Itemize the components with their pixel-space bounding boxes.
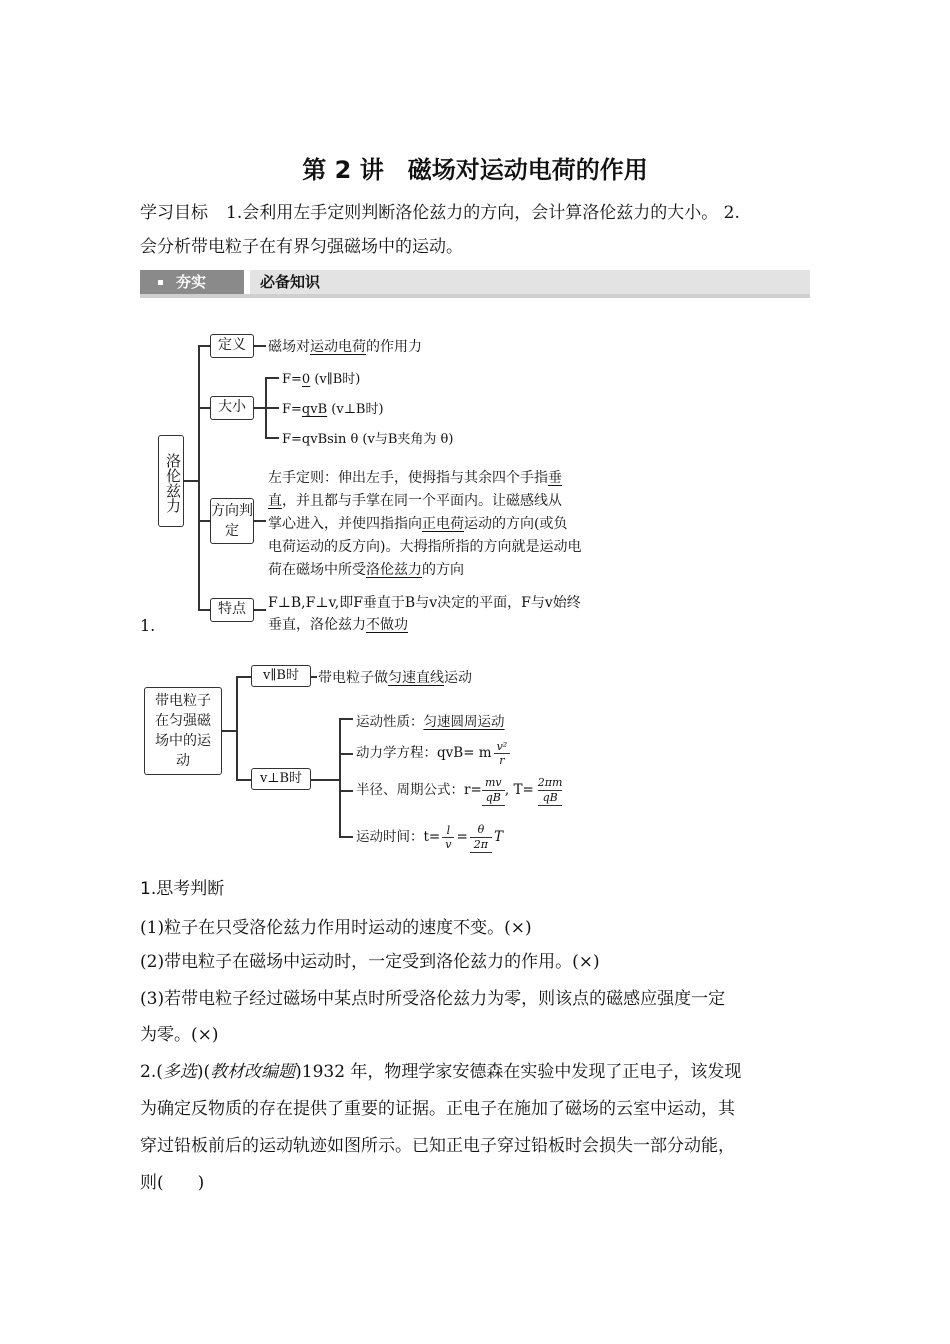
radius-period-formula: 半径、周期公式：r= $\frac{mv}{qB}$ , T= $\frac{2\pi m}{qB}$: [356, 775, 563, 804]
parallel-text: 带电粒子做匀速直线运动: [318, 670, 472, 686]
connector: [339, 718, 341, 837]
connector: [198, 609, 210, 611]
connector: [222, 730, 236, 732]
think-q1: (1)粒子在只受洛伦兹力作用时运动的速度不变。(×): [140, 918, 532, 938]
direction-line-1: 左手定则：伸出左手，使拇指与其余四个手指垂: [268, 470, 562, 486]
objectives-label: 学习目标: [140, 203, 208, 223]
motion-time-formula: 运动时间：t= $\frac{l}{v}$ = $\frac{\theta}{2\pi}$ T: [356, 822, 504, 851]
section-tag: 夯实: [140, 270, 244, 294]
connector: [184, 480, 198, 482]
connector: [265, 407, 279, 409]
magnitude-box: 大小: [210, 396, 254, 420]
root-box-particle: 带电粒子 在匀强磁 场中的运 动: [144, 687, 222, 775]
root-box-lorentz: 洛伦兹力: [158, 435, 184, 527]
think-q3-line-2: 为零。(×): [140, 1025, 219, 1045]
features-box: 特点: [210, 598, 254, 622]
direction-line-4: 电荷运动的反方向)。大拇指所指的方向就是运动电: [268, 539, 582, 555]
connector: [339, 753, 353, 755]
direction-line-3: 掌心进入，并使四指指向正电荷运动的方向(或负: [268, 516, 568, 532]
objectives-line-2: 会分析带电粒子在有界匀强磁场中的运动。: [140, 237, 463, 257]
connector: [265, 377, 279, 379]
perpendicular-box: v⊥B时: [251, 768, 311, 790]
features-line-1: F⊥B,F⊥v,即F垂直于B与v决定的平面，F与v始终: [268, 595, 581, 611]
connector: [265, 437, 279, 439]
motion-nature: 运动性质：匀速圆周运动: [356, 714, 505, 730]
definition-box: 定义: [210, 334, 254, 358]
connector: [311, 779, 339, 781]
direction-box: 方向判定: [210, 498, 254, 544]
question-2-line-2: 为确定反物质的存在提供了重要的证据。正电子在施加了磁场的云室中运动，其: [140, 1099, 735, 1119]
square-bullet-icon: [158, 280, 163, 285]
connector: [339, 836, 353, 838]
parallel-box: v∥B时: [251, 665, 311, 687]
direction-line-5: 荷在磁场中所受洛伦兹力的方向: [268, 562, 464, 578]
section-rule: [140, 294, 810, 298]
definition-text: 磁场对运动电荷的作用力: [268, 339, 422, 355]
connector: [236, 779, 251, 781]
think-heading: 1.思考判断: [140, 879, 225, 899]
page-title: 第 2 讲 磁场对运动电荷的作用: [302, 156, 648, 184]
connector: [198, 345, 200, 610]
connector: [339, 790, 353, 792]
magnitude-angle: F=qvBsin θ (v与B夹角为 θ): [282, 432, 454, 447]
objectives-text-1: 1.会利用左手定则判断洛伦兹力的方向，会计算洛伦兹力的大小。 2.: [226, 203, 740, 223]
connector: [254, 520, 266, 522]
connector: [311, 676, 317, 678]
think-q3-line-1: (3)若带电粒子经过磁场中某点时所受洛伦兹力为零，则该点的磁感应强度一定: [140, 989, 726, 1009]
question-2-line-1: 2.(多选)(教材改编题)1932 年，物理学家安德森在实验中发现了正电子，该发现: [140, 1062, 742, 1082]
question-2-line-4: 则( ): [140, 1173, 205, 1193]
section-header: [140, 270, 810, 298]
objectives-line-1: [140, 196, 810, 230]
direction-line-2: 直，并且都与手掌在同一个平面内。让磁感线从: [268, 493, 562, 509]
connector: [254, 345, 266, 347]
magnitude-perpendicular: F=qvB (v⊥B时): [282, 402, 384, 417]
connector: [198, 407, 210, 409]
dynamics-equation: 动力学方程：qvB= m $\frac{\text{v²}}{r}$: [356, 738, 512, 768]
connector: [236, 676, 238, 780]
features-line-2: 垂直，洛伦兹力不做功: [268, 617, 408, 633]
section-heading: 必备知识: [250, 270, 810, 294]
connector: [339, 718, 353, 720]
item-number: 1.: [140, 616, 156, 635]
magnitude-parallel: F=0 (v∥B时): [282, 372, 361, 387]
connector: [198, 520, 210, 522]
connector: [198, 345, 210, 347]
question-2-line-3: 穿过铅板前后的运动轨迹如图所示。已知正电子穿过铅板时会损失一部分动能，: [140, 1136, 735, 1156]
think-q2: (2)带电粒子在磁场中运动时，一定受到洛伦兹力的作用。(×): [140, 952, 600, 972]
connector: [236, 676, 251, 678]
connector: [254, 609, 266, 611]
